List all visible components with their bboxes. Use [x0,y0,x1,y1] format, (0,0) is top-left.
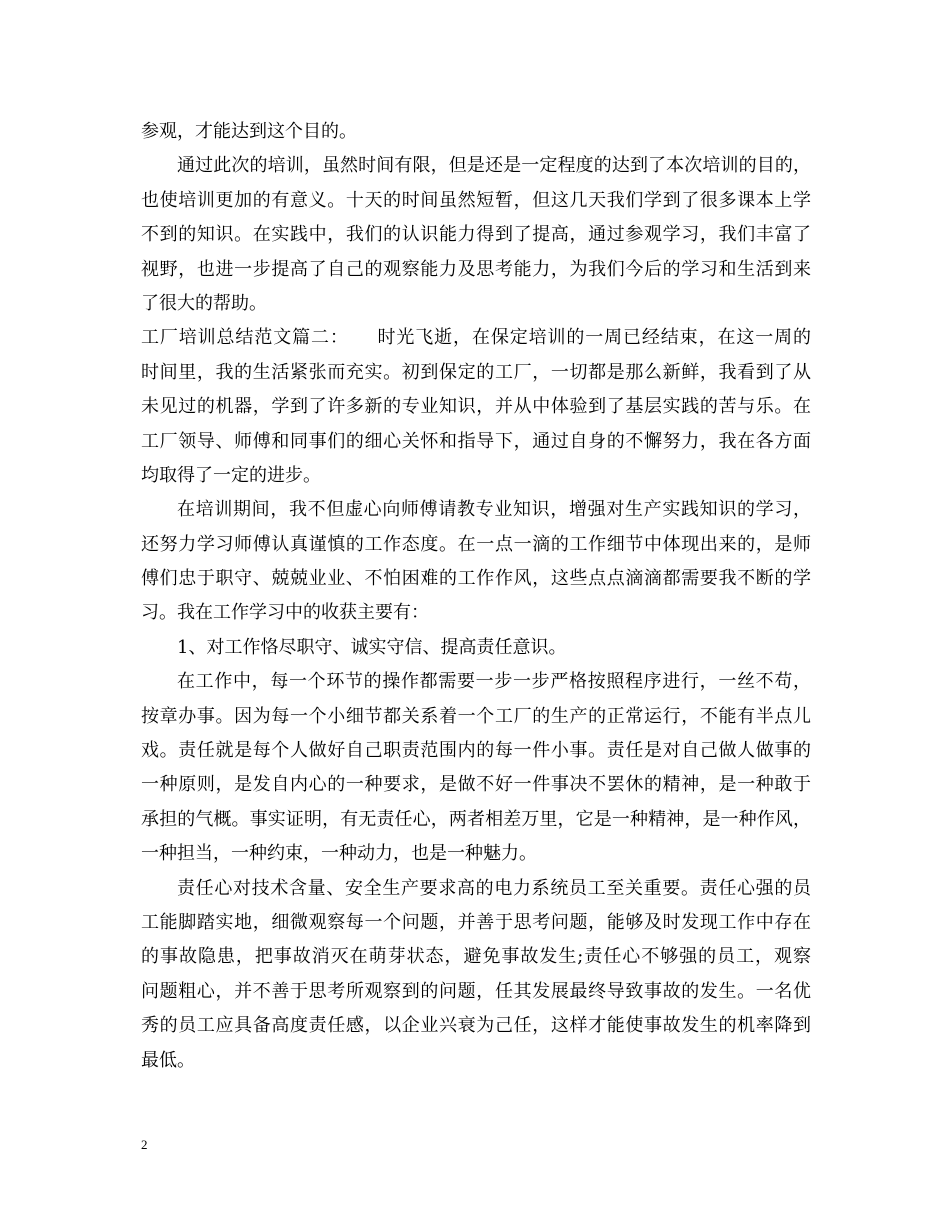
text-line: 秀的员工应具备高度责任感，以企业兴衰为己任，这样才能使事故发生的机率降到 [141,1015,811,1037]
text-line: 工能脚踏实地，细微观察每一个问题，并善于思考问题，能够及时发现工作中存在 [141,911,811,933]
text-line: 最低。 [141,1049,195,1071]
text-line: 责任心对技术含量、安全生产要求高的电力系统员工至关重要。责任心强的员 [177,877,811,899]
text-line: 也使培训更加的有意义。十天的时间虽然短暂，但这几天我们学到了很多课本上学 [141,189,811,211]
text-line: 承担的气概。事实证明，有无责任心，两者相差万里，它是一种精神，是一种作风， [141,808,811,830]
text-line: 在培训期间，我不但虚心向师傅请教专业知识，增强对生产实践知识的学习， [177,499,811,521]
text-line: 问题粗心，并不善于思考所观察到的问题，任其发展最终导致事故的发生。一名优 [141,980,811,1002]
text-line: 在工作中，每一个环节的操作都需要一步一步严格按照程序进行，一丝不苟， [177,671,811,693]
text-line: 视野，也进一步提高了自己的观察能力及思考能力，为我们今后的学习和生活到来 [141,258,811,280]
text-line: 未见过的机器，学到了许多新的专业知识，并从中体验到了基层实践的苦与乐。在 [141,396,811,418]
text-line: 工厂领导、师傅和同事们的细心关怀和指导下，通过自身的不懈努力，我在各方面 [141,430,811,452]
text-line: 不到的知识。在实践中，我们的认识能力得到了提高，通过参观学习，我们丰富了 [141,224,811,246]
text-line: 一种原则，是发自内心的一种要求，是做不好一件事决不罢休的精神，是一种敢于 [141,774,811,796]
text-line: 一种担当，一种约束，一种动力，也是一种魅力。 [141,843,537,865]
text-line: 参观，才能达到这个目的。 [141,121,357,142]
text-line: 的事故隐患，把事故消灭在萌芽状态，避免事故发生;责任心不够强的员工，观察 [141,946,811,968]
document-body [141,115,811,1078]
text-line: 习。我在工作学习中的收获主要有： [141,602,429,624]
text-line: 按章办事。因为每一个小细节都关系着一个工厂的生产的正常运行，不能有半点儿 [141,705,811,727]
text-line: 时间里，我的生活紧张而充实。初到保定的工厂，一切都是那么新鲜，我看到了从 [141,361,811,383]
text-line: 傅们忠于职守、兢兢业业、不怕困难的工作作风，这些点点滴滴都需要我不断的学 [141,568,811,590]
text-line: 还努力学习师傅认真谨慎的工作态度。在一点一滴的工作细节中体现出来的，是师 [141,533,811,555]
section-heading-line: 工厂培训总结范文篇二： 时光飞逝，在保定培训的一周已经结束，在这一周的 [141,327,811,349]
list-item-heading: 1、对工作恪尽职守、诚实守信、提高责任意识。 [177,636,567,658]
text-line: 了很大的帮助。 [141,292,267,314]
text-line: 通过此次的培训，虽然时间有限，但是还是一定程度的达到了本次培训的目的， [177,155,811,177]
page-number: 2 [141,1137,148,1152]
text-line: 均取得了一定的进步。 [141,464,321,486]
text-line: 戏。责任就是每个人做好自己职责范围内的每一件小事。责任是对自己做人做事的 [141,740,811,762]
